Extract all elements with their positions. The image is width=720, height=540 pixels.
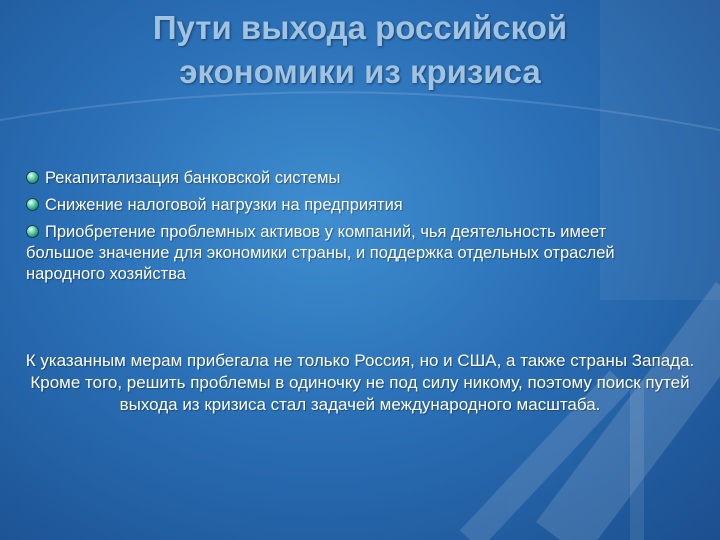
slide-title	[60, 6, 660, 94]
gem-bullet-icon	[26, 171, 39, 184]
bullet-text: Снижение налоговой нагрузки на предприятия	[45, 196, 403, 214]
bullet-text: Рекапитализация банковской системы	[45, 169, 341, 187]
bullet-text: Приобретение проблемных активов у компаний, чья деятельность имеет большое значение для экономики страны, и поддержка отдельных отраслей народного хозяйства	[26, 223, 615, 283]
gem-bullet-icon	[26, 198, 39, 211]
bullet-item	[26, 222, 676, 285]
bullet-item	[26, 168, 676, 189]
title-line-2: экономики из кризиса	[179, 53, 541, 90]
bullet-item	[26, 195, 676, 216]
title-line-1: Пути выхода российской	[152, 9, 568, 46]
bullet-list	[26, 168, 676, 291]
gem-bullet-icon	[26, 225, 39, 238]
summary-paragraph: К указанным мерам прибегала не только Россия, но и США, а также страны Запада. Кроме того, решить проблемы в одиночку не под силу никому, поэтому поиск путей выхода из кризиса стал задачей международного масштаба.	[25, 351, 695, 414]
